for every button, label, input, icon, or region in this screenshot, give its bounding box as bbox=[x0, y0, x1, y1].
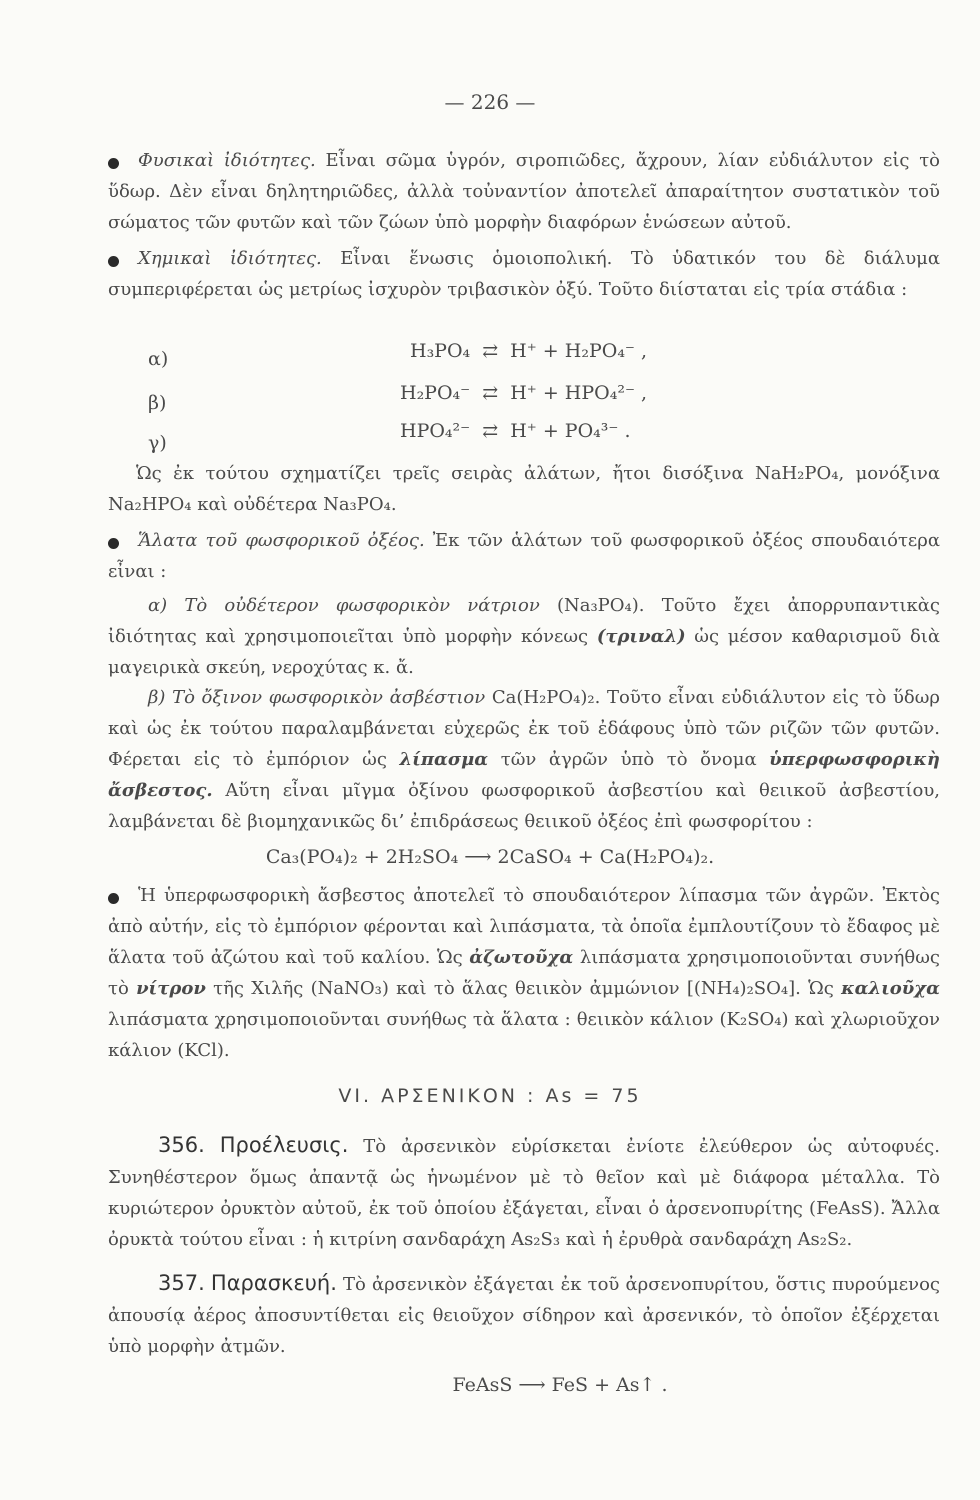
equilibrium-arrow-icon: ⇄ bbox=[482, 382, 499, 404]
physical-properties-paragraph bbox=[108, 145, 940, 238]
preparation-heading: Παρασκευή. bbox=[210, 1271, 337, 1295]
nitre-term: νίτρον bbox=[136, 978, 206, 999]
page-number: — 226 — bbox=[444, 90, 536, 114]
chemical-properties-paragraph bbox=[108, 243, 940, 305]
potash-fertilizer-term: καλιοῦχα bbox=[841, 978, 940, 999]
stage-left: H₃PO₄ bbox=[410, 340, 471, 362]
preparation-text: Τὸ ἀρσενικὸν ἐξάγεται ἐκ τοῦ ἀρσενοπυρίτου, ὅστις πυρούμενος ἀπουσίᾳ ἀέρος ἀποσυντίθεται εἰς θειοῦχον σίδηρον καὶ ἀρσενικόν, τὸ ὁποῖον ἐξέρχεται ὑπὸ μορφὴν ἀτμῶν. bbox=[108, 1274, 940, 1357]
neutral-phosphate-paragraph bbox=[108, 590, 940, 683]
fertilizer-text: λιπάσματα χρησιμοποιοῦνται συνήθως τὸ bbox=[108, 947, 941, 999]
paragraph-number: 356. bbox=[158, 1133, 205, 1157]
item-b-text: Ca(H₂PO₄)₂. Τοῦτο εἶναι εὐδιάλυτον εἰς τὸ ὕδωρ καὶ ὡς ἐκ τούτου παραλαμβάνεται εὐχερῶς ἐκ τοῦ ἐδάφους ὑπὸ τῶν ριζῶν τῶν φυτῶν. Φέρεται εἰς τὸ ἐμπόριον ὡς bbox=[108, 687, 941, 770]
fertilizers-paragraph bbox=[108, 880, 940, 1066]
stage-label: γ) bbox=[148, 432, 167, 454]
trinal-term: (τριναλ) bbox=[596, 626, 686, 647]
stage-equation bbox=[400, 420, 631, 442]
stage-right: H⁺ + H₂PO₄⁻ , bbox=[510, 340, 648, 362]
item-b-title: β) Τὸ ὄξινον φωσφορικὸν ἀσβέστιον bbox=[148, 687, 486, 708]
item-a-text: (Na₃PO₄). Τοῦτο ἔχει ἀπορρυπαντικὰς ἰδιότητας καὶ χρησιμοποιεῖται ὑπὸ μορφὴν κόνεως bbox=[108, 595, 940, 647]
acid-phosphate-paragraph bbox=[108, 682, 940, 837]
salts-paragraph bbox=[108, 525, 940, 587]
stage-label: α) bbox=[148, 348, 169, 370]
physical-heading: Φυσικαὶ ἰδιότητες. bbox=[138, 150, 316, 171]
salts-heading: Ἅλατα τοῦ φωσφορικοῦ ὀξέος. bbox=[138, 530, 425, 551]
stage-label: β) bbox=[148, 392, 167, 414]
item-a-title: α) Τὸ οὐδέτερον φωσφορικὸν νάτριον bbox=[148, 595, 540, 616]
stage-left: H₂PO₄⁻ bbox=[400, 382, 471, 404]
fertilizer-text: Ἡ ὑπερφωσφορικὴ ἄσβεστος ἀποτελεῖ τὸ σπουδαιότερον λίπασμα τῶν ἀγρῶν. Ἐκτὸς ἀπὸ αὐτήν, εἰς τὸ ἐμπόριον φέρονται καὶ λιπάσματα, τὰ ὁποῖα ἐμπλουτίζουν τὸ ἔδαφος μὲ ἅλατα τοῦ ἀζώτου καὶ τοῦ καλίου. Ὡς bbox=[108, 885, 940, 968]
origin-text: Τὸ ἀρσενικὸν εὑρίσκεται ἐνίοτε ἐλεύθερον ὡς αὐτοφυές. Συνηθέστερον ὅμως ἀπαντᾷ ὡς ἡνωμένον μὲ τὸ θεῖον καὶ μὲ διάφορα μέταλλα. Τὸ κυριώτερον ὀρυκτὸν αὐτοῦ, ἐκ τοῦ ὁποίου ἐξάγεται, εἶναι ὁ ἀρσενοπυρίτης (FeAsS). Ἄλλα ὀρυκτὰ τούτου εἶναι : ἡ κιτρίνη σανδαράχη As₂S₃ καὶ ἡ ἐρυθρὰ σανδαράχη As₂S₂. bbox=[108, 1136, 940, 1250]
item-b-text: τῶν ἀγρῶν ὑπὸ τὸ ὄνομα bbox=[488, 749, 770, 770]
paragraph-356 bbox=[108, 1130, 940, 1255]
item-b-text: Αὕτη εἶναι μῖγμα ὀξίνου φωσφορικοῦ ἀσβεστίου καὶ θειικοῦ ἀσβεστίου, λαμβάνεται δὲ βιομηχανικῶς δι’ ἐπιδράσεως θειικοῦ ὀξέος ἐπὶ φωσφορίτου : bbox=[108, 780, 940, 832]
section-title: VI. ΑΡΣΕΝΙΚΟΝ : As = 75 bbox=[338, 1085, 642, 1107]
fertilizer-term: λίπασμα bbox=[399, 749, 489, 770]
fertilizer-text: λιπάσματα χρησιμοποιοῦνται συνήθως τὰ ἅλατα : θειικὸν κάλιον (K₂SO₄) καὶ χλωριοῦχον κάλιον (KCl). bbox=[108, 1009, 940, 1061]
superphosphate-equation: Ca₃(PO₄)₂ + 2H₂SO₄ ⟶ 2CaSO₄ + Ca(H₂PO₄)₂. bbox=[265, 846, 715, 868]
stage-left: HPO₄²⁻ bbox=[400, 420, 471, 442]
stage-right: H⁺ + HPO₄²⁻ , bbox=[510, 382, 648, 404]
physical-text: Εἶναι σῶμα ὑγρόν, σιροπιῶδες, ἄχρουν, λίαν εὐδιάλυτον εἰς τὸ ὕδωρ. Δὲν εἶναι δηλητηριῶδες, ἀλλὰ τοὐναντίον ἀποτελεῖ ἀπαραίτητον συστατικὸν τοῦ σώματος τῶν φυτῶν καὶ τῶν ζώων ὑπὸ μορφὴν διαφόρων ἑνώσεων αὐτοῦ. bbox=[108, 150, 941, 233]
salts-series-paragraph: Ὡς ἐκ τούτου σχηματίζει τρεῖς σειρὰς ἀλάτων, ἤτοι δισόξινα NaH₂PO₄, μονόξινα Na₂HPO₄ καὶ οὐδέτερα Na₃PO₄. bbox=[108, 463, 940, 515]
paragraph-357 bbox=[108, 1268, 940, 1362]
arsenic-equation: FeAsS ⟶ FeS + As↑ . bbox=[452, 1374, 668, 1396]
superphosphate-term: ὑπερφωσφορικὴ ἄσβεστος. bbox=[108, 749, 940, 801]
fertilizer-text: τῆς Χιλῆς (NaNO₃) καὶ τὸ ἅλας θειικὸν ἀμμώνιον [(NH₄)₂SO₄]. Ὡς bbox=[205, 978, 842, 999]
equilibrium-arrow-icon: ⇄ bbox=[482, 420, 499, 442]
item-a-text: ὡς μέσον καθαρισμοῦ διὰ μαγειρικὰ σκεύη, νεροχύτας κ. ἄ. bbox=[108, 626, 940, 678]
salts-text: Ἐκ τῶν ἁλάτων τοῦ φωσφορικοῦ ὀξέος σπουδαιότερα εἶναι : bbox=[108, 530, 940, 582]
stage-right: H⁺ + PO₄³⁻ . bbox=[510, 420, 631, 442]
stage-equation bbox=[410, 340, 647, 362]
equilibrium-arrow-icon: ⇄ bbox=[482, 340, 499, 362]
chemical-text: Εἶναι ἕνωσις ὁμοιοπολική. Τὸ ὑδατικόν του δὲ διάλυμα συμπεριφέρεται ὡς μετρίως ἰσχυρὸν τριβασικὸν ὀξύ. Τοῦτο διίσταται εἰς τρία στάδια : bbox=[108, 248, 941, 300]
stage-equation bbox=[400, 382, 647, 404]
nitrogen-fertilizer-term: ἀζωτοῦχα bbox=[469, 947, 574, 968]
paragraph-number: 357. bbox=[158, 1271, 205, 1295]
origin-heading: Προέλευσις. bbox=[219, 1133, 349, 1157]
chemical-heading: Χημικαὶ ἰδιότητες. bbox=[138, 248, 322, 269]
